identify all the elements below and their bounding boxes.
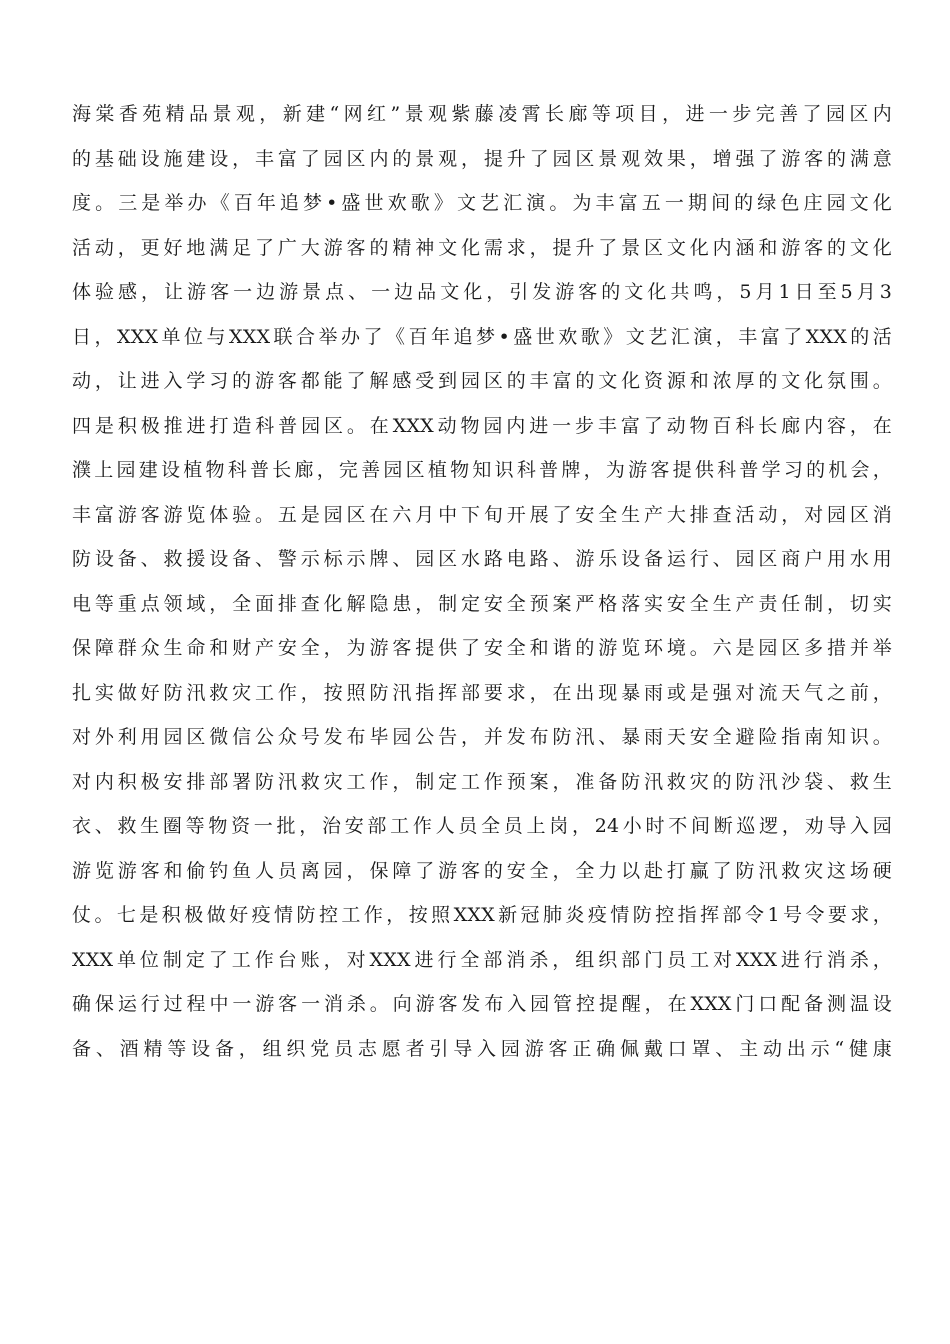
text-line: 活动，更好地满足了广大游客的精神文化需求，提升了景区文化内涵和游客的文化	[72, 236, 892, 259]
text-line: 备、酒精等设备，组织党员志愿者引导入园游客正确佩戴口罩、主动出示“健康	[72, 1037, 892, 1060]
text-line: 确保运行过程中一游客一消杀。向游客发布入园管控提醒，在XXX门口配备测温设	[72, 993, 892, 1015]
text-line: 动，让进入学习的游客都能了解感受到园区的丰富的文化资源和浓厚的文化氛围。	[72, 370, 892, 392]
text-line: 对内积极安排部署防汛救灾工作，制定工作预案，准备防汛救灾的防汛沙袋、救生	[72, 770, 892, 793]
text-line: 保障群众生命和财产安全，为游客提供了安全和谐的游览环境。六是园区多措并举	[72, 637, 892, 659]
text-line: 濮上园建设植物科普长廊，完善园区植物知识科普牌，为游客提供科普学习的机会，	[72, 459, 892, 481]
text-line: 日，XXX单位与XXX联合举办了《百年追梦•盛世欢歌》文艺汇演，丰富了XXX的活	[72, 325, 892, 348]
text-line: 的基础设施建设，丰富了园区内的景观，提升了园区景观效果，增强了游客的满意	[72, 147, 892, 170]
text-line: 丰富游客游览体验。五是园区在六月中下旬开展了安全生产大排查活动，对园区消	[72, 503, 892, 526]
text-line: 扎实做好防汛救灾工作，按照防汛指挥部要求，在出现暴雨或是强对流天气之前，	[72, 681, 892, 704]
text-line: 海棠香苑精品景观，新建“网红”景观紫藤凌霄长廊等项目，进一步完善了园区内	[72, 103, 892, 125]
text-line: 衣、救生圈等物资一批，治安部工作人员全员上岗，24小时不间断巡逻，劝导入园	[72, 815, 892, 837]
text-line: 体验感，让游客一边游景点、一边品文化，引发游客的文化共鸣，5月1日至5月3	[72, 281, 892, 303]
body-text	[72, 92, 892, 1071]
text-line: 仗。七是积极做好疫情防控工作，按照XXX新冠肺炎疫情防控指挥部令1号令要求，	[72, 904, 892, 926]
text-line: 度。三是举办《百年追梦•盛世欢歌》文艺汇演。为丰富五一期间的绿色庄园文化	[72, 192, 892, 214]
text-line: 对外利用园区微信公众号发布毕园公告，并发布防汛、暴雨天安全避险指南知识。	[72, 726, 892, 748]
text-line: 防设备、救援设备、警示标示牌、园区水路电路、游乐设备运行、园区商户用水用	[72, 548, 892, 570]
text-line: 电等重点领域，全面排查化解隐患，制定安全预案严格落实安全生产责任制，切实	[72, 592, 892, 615]
text-line: 四是积极推进打造科普园区。在XXX动物园内进一步丰富了动物百科长廊内容，在	[72, 414, 892, 437]
text-line: 游览游客和偷钓鱼人员离园，保障了游客的安全，全力以赴打赢了防汛救灾这场硬	[72, 859, 892, 882]
text-line: XXX单位制定了工作台账，对XXX进行全部消杀，组织部门员工对XXX进行消杀，	[72, 948, 892, 971]
